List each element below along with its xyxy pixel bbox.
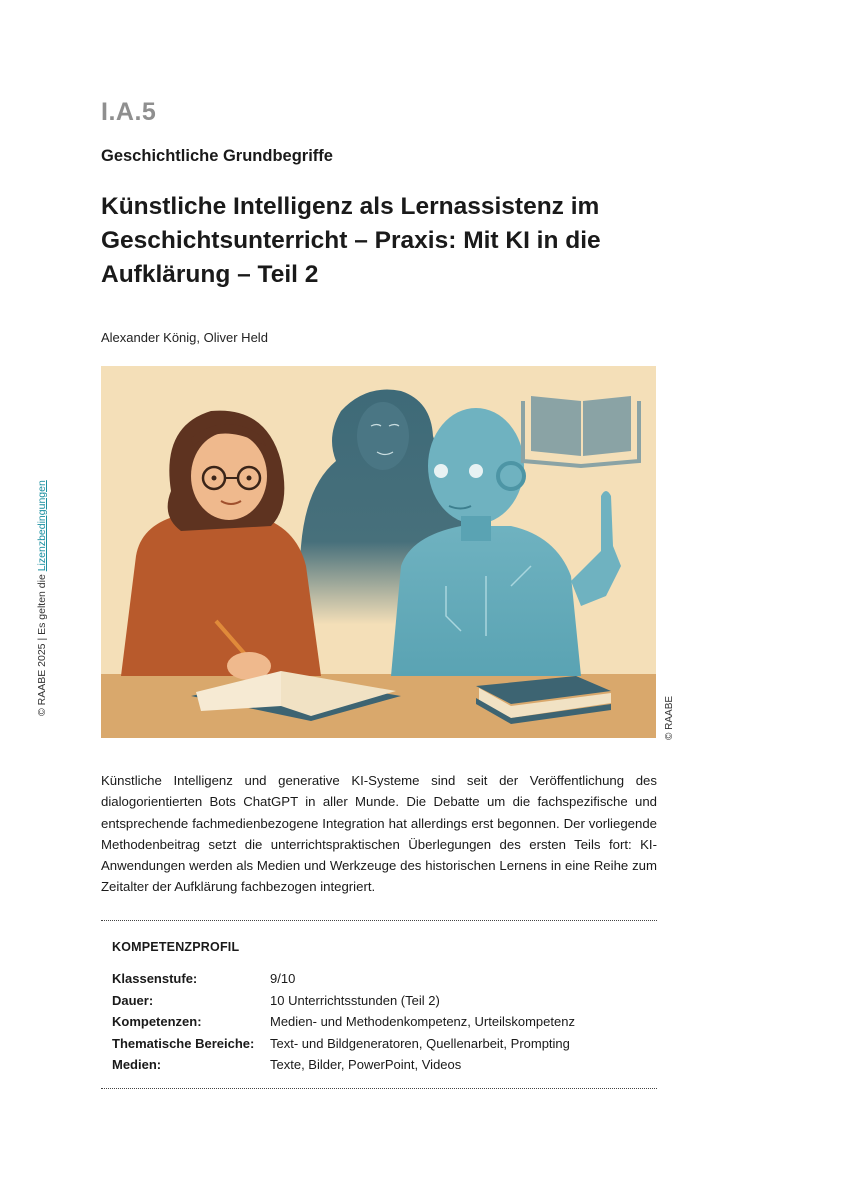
profile-value: Medien- und Methodenkompetenz, Urteilskompetenz xyxy=(270,1014,575,1029)
section-code: I.A.5 xyxy=(101,98,157,126)
license-note-text: © RAABE 2025 | Es gelten die xyxy=(36,571,48,716)
profile-row xyxy=(112,1054,652,1076)
authors: Alexander König, Oliver Held xyxy=(101,330,268,345)
abstract: Künstliche Intelligenz und generative KI-Systeme sind seit der Veröffentlichung des dialogorientierten Bots ChatGPT in aller Munde. Die Debatte um die fachspezifische und entsprechende fachmedienbezogene Integration hat allerdings erst begonnen. Der vorliegende Methodenbeitrag setzt die unterrichtspraktischen Überlegungen des ersten Teils fort: KI-Anwendungen werden als Medien und Werkzeuge des historischen Lernens in eine Reihe zum Zeitalter der Aufklärung fachbezogen integriert. xyxy=(101,773,657,895)
profile-heading: KOMPETENZPROFIL xyxy=(112,940,240,954)
profile-label: Klassenstufe: xyxy=(112,971,198,986)
profile-label: Medien: xyxy=(112,1057,162,1072)
license-link[interactable]: Lizenzbedingungen xyxy=(36,480,48,572)
profile-row xyxy=(112,990,652,1012)
cover-illustration xyxy=(101,366,656,738)
profile-value: 9/10 xyxy=(270,971,296,986)
profile-value: 10 Unterrichtsstunden (Teil 2) xyxy=(270,992,440,1008)
profile-row xyxy=(112,1033,652,1055)
profile-row xyxy=(112,1011,652,1033)
license-note xyxy=(36,480,48,716)
profile-label: Dauer: xyxy=(112,992,154,1008)
profile-label: Thematische Bereiche: xyxy=(112,1035,255,1051)
profile-value: Texte, Bilder, PowerPoint, Videos xyxy=(270,1057,462,1072)
profile-value: Text- und Bildgeneratoren, Quellenarbeit, Prompting xyxy=(270,1035,570,1051)
subject-heading: Geschichtliche Grundbegriffe xyxy=(101,147,333,165)
competence-profile xyxy=(112,940,652,1076)
profile-row xyxy=(112,968,652,990)
divider-bottom xyxy=(101,1088,657,1089)
divider-top xyxy=(101,920,657,921)
page-title: Künstliche Intelligenz als Lernassistenz im Geschichtsunterricht – Praxis: Mit KI in die Aufklärung – Teil 2 xyxy=(101,193,601,288)
image-credit: © RAABE xyxy=(664,695,675,740)
profile-label: Kompetenzen: xyxy=(112,1014,202,1029)
